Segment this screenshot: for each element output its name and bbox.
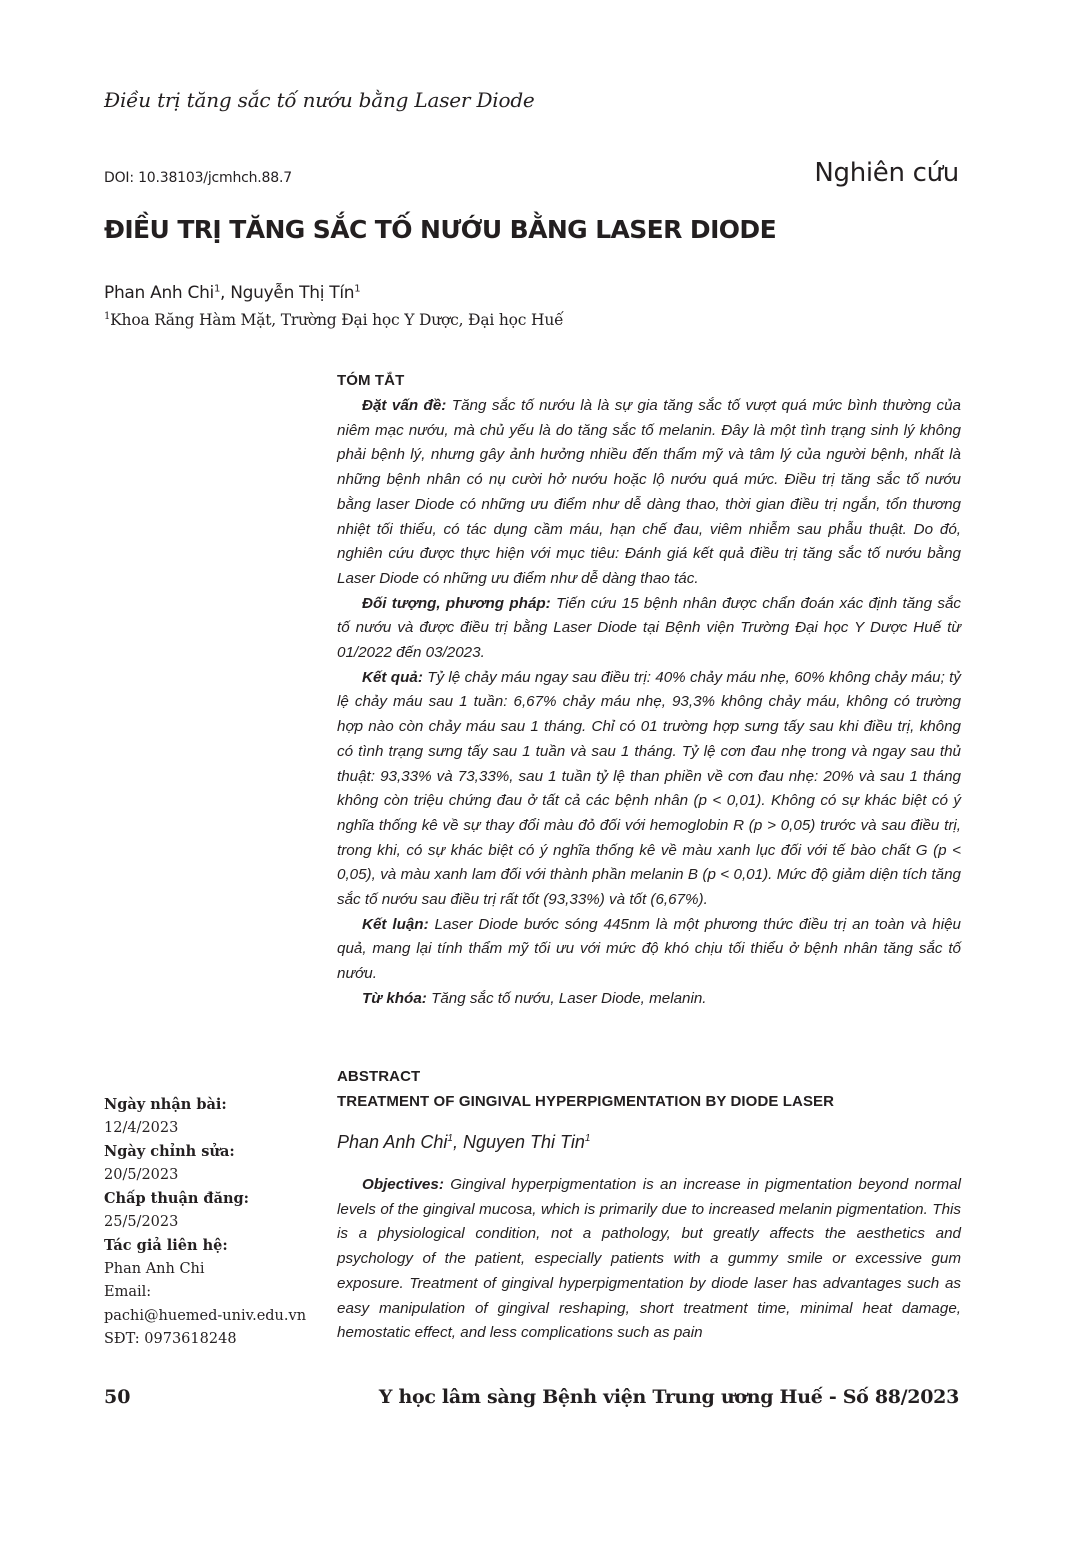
- accepted-date-value: 25/5/2023: [104, 1213, 179, 1230]
- journal-footer: Y học lâm sàng Bệnh viện Trung ương Huế - Số 88/2023: [378, 1386, 959, 1408]
- revised-date-label: Ngày chỉnh sửa:: [104, 1143, 235, 1160]
- accepted-date-label: Chấp thuận đăng:: [104, 1190, 249, 1207]
- author-name: Nguyen Thi Tin: [463, 1132, 585, 1152]
- paragraph-label: Kết quả:: [362, 668, 423, 686]
- author-affiliation-mark: 1: [584, 1133, 591, 1144]
- abstract-paragraph-conclusion: [337, 913, 961, 987]
- vietnamese-abstract: [337, 372, 961, 1012]
- corresponding-author-label: Tác giả liên hệ:: [104, 1237, 228, 1254]
- english-author-list: [337, 1132, 961, 1153]
- affiliation: [104, 311, 563, 329]
- paragraph-text: Laser Diode bước sóng 445nm là một phương thức điều trị an toàn và hiệu quả, mang lại tính thẩm mỹ tối ưu với mức độ khó chịu tối thiểu ở bệnh nhân tăng sắc tố nướu.: [337, 915, 961, 983]
- abstract-paragraph-results: [337, 666, 961, 913]
- received-date-value: 12/4/2023: [104, 1119, 179, 1136]
- paragraph-label: Đối tượng, phương pháp:: [362, 594, 551, 612]
- author-name: Nguyễn Thị Tín: [230, 283, 355, 303]
- author-affiliation-mark: 1: [354, 283, 361, 295]
- paragraph-text: Tiến cứu 15 bệnh nhân được chẩn đoán xác định tăng sắc tố nướu và được điều trị bằng Laser Diode tại Bệnh viện Trường Đại học Y Dược Huế từ 01/2022 đến 03/2023.: [337, 594, 961, 662]
- paragraph-text: Tăng sắc tố nướu là là sự gia tăng sắc tố vượt quá mức bình thường của niêm mạc nướu, mà chủ yếu là do tăng sắc tố melanin. Đây là một tình trạng sinh lý không phải bệnh lý, nhưng gây ảnh hưởng nhiều đến thẩm mỹ và tâm lý của người bệnh, nhất là những bệnh nhân có nụ cười hở nướu hoặc lộ nướu quá mức. Điều trị tăng sắc tố nướu bằng laser Diode có những ưu điểm như dễ dàng thao, thời gian điều trị ngắn, tổn thương nhiệt tối thiểu, có tác dụng cầm máu, hạn chế đau, viêm nhiễm sau phẫu thuật. Do đó, nghiên cứu được thực hiện với mục tiêu: Đánh giá kết quả điều trị tăng sắc tố nướu bằng Laser Diode có những ưu điểm như dễ dàng thao tác.: [337, 397, 961, 587]
- article-info-sidebar: [104, 1093, 324, 1352]
- english-title: TREATMENT OF GINGIVAL HYPERPIGMENTATION BY DIODE LASER: [337, 1093, 835, 1110]
- received-date-label: Ngày nhận bài:: [104, 1096, 227, 1113]
- doi[interactable]: DOI: 10.38103/jcmhch.88.7: [104, 170, 292, 186]
- english-abstract: [337, 1064, 961, 1346]
- phone-number: SĐT: 0973618248: [104, 1331, 237, 1347]
- affiliation-text: Khoa Răng Hàm Mặt, Trường Đại học Y Dược, Đại học Huế: [110, 311, 564, 330]
- email-label: Email:: [104, 1284, 152, 1300]
- revised-date-value: 20/5/2023: [104, 1166, 179, 1183]
- running-head: Điều trị tăng sắc tố nướu bằng Laser Diode: [104, 88, 535, 112]
- corresponding-author-name: Phan Anh Chi: [104, 1260, 205, 1277]
- author-separator: ,: [220, 283, 231, 303]
- paragraph-label: Đặt vấn đề:: [362, 397, 447, 414]
- author-list: [104, 283, 360, 303]
- abstract-paragraph-keywords: [337, 987, 961, 1012]
- paragraph-label: Objectives:: [362, 1176, 444, 1193]
- paragraph-text: Gingival hyperpigmentation is an increase in pigmentation beyond normal levels of the gingival mucosa, which is primarily due to increased melanin pigmentation. This is a physiological condition, not a pathology, but greatly affects the aesthetics and psychology of the patient, especially patients with a gummy smile or excessive gum exposure. Treatment of gingival hyperpigmentation by diode laser has advantages such as easy manipulation of gingival reshaping, short treatment time, minimal heat damage, hemostatic effect, and less complications such as pain: [337, 1176, 961, 1342]
- affiliation-mark: 1: [104, 311, 111, 322]
- author-name: Phan Anh Chi: [337, 1132, 448, 1152]
- paragraph-label: Từ khóa:: [362, 989, 427, 1007]
- author-affiliation-mark: 1: [447, 1133, 453, 1144]
- abstract-heading: ABSTRACT: [337, 1068, 421, 1085]
- paragraph-text: Tỷ lệ chảy máu ngay sau điều trị: 40% chảy máu nhẹ, 60% không chảy máu; tỷ lệ chảy máu sau 1 tuần: 6,67% chảy máu nhẹ, 93,3% không chảy máu, không có trường hợp nào còn chảy máu sau 1 tháng. Chỉ có 01 trường hợp sưng tấy sau khi điều trị, không có tình trạng sưng tấy sau 1 tuần và sau 1 tháng. Tỷ lệ cơn đau nhẹ trong và ngay sau thủ thuật: 93,33% và 73,33%, sau 1 tuần tỷ lệ than phiền về cơn đau nhẹ: 20% và sau 1 tháng không còn triệu chứng đau ở tất cả các bệnh nhân (p < 0,01). Không có sự khác biệt có ý nghĩa thống kê về sự thay đổi màu đỏ đối với hemoglobin R (p > 0,05) trước và sau điều trị, trong khi, có sự khác biệt có ý nghĩa thống kê về màu xanh lục đối với tế bào chất G (p < 0,05), và màu xanh lam đối với thành phần melanin B (p < 0,01). Mức độ giảm diện tích tăng sắc tố nướu sau điều trị rất tốt (93,33%) và tốt (6,67%).: [337, 668, 961, 909]
- email-link[interactable]: pachi@huemed-univ.edu.vn: [104, 1307, 307, 1324]
- abstract-paragraph-objectives: [337, 1173, 961, 1346]
- abstract-heading: TÓM TẮT: [337, 372, 405, 389]
- author-name: Phan Anh Chi: [104, 283, 214, 303]
- author-separator: ,: [452, 1132, 463, 1152]
- paragraph-label: Kết luận:: [362, 915, 429, 933]
- page-number: 50: [104, 1386, 131, 1408]
- paragraph-text: Tăng sắc tố nướu, Laser Diode, melanin.: [426, 989, 707, 1007]
- author-affiliation-mark: 1: [213, 283, 221, 295]
- section-type-label: Nghiên cứu: [814, 158, 959, 188]
- article-title: ĐIỀU TRỊ TĂNG SẮC TỐ NƯỚU BẰNG LASER DIODE: [104, 215, 777, 244]
- abstract-paragraph-background: [337, 394, 961, 592]
- abstract-paragraph-methods: [337, 592, 961, 666]
